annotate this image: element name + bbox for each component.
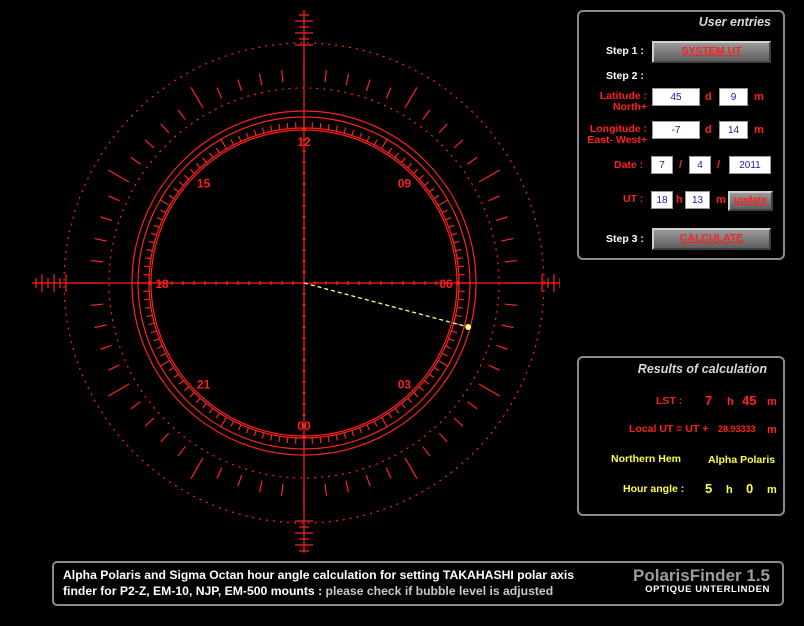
inner-tick <box>157 346 162 348</box>
lon-min-unit: m <box>754 124 764 136</box>
system-ut-button[interactable]: SYSTEM UT <box>652 41 771 63</box>
hour-label: 18 <box>155 277 169 291</box>
inner-tick <box>352 130 354 136</box>
inner-tick <box>231 421 234 426</box>
dial-tick <box>405 458 417 479</box>
dial-tick <box>91 304 103 305</box>
update-button[interactable]: update <box>728 191 773 211</box>
app-brand: PolarisFinder 1.5 <box>633 566 770 585</box>
local-ut-value: 28.93333 <box>718 424 756 434</box>
footer-line-2: finder for P2-Z, EM-10, NJP, EM-500 mounts : please check if bubble level is adjusted <box>63 584 554 598</box>
dial-tick <box>454 140 463 148</box>
lst-m-unit: m <box>767 396 777 408</box>
inner-tick <box>160 200 170 206</box>
dial-tick <box>91 261 103 262</box>
info-footer <box>52 561 784 606</box>
inner-tick <box>254 130 256 136</box>
inner-tick <box>374 421 377 426</box>
hour-label: 12 <box>297 135 311 149</box>
inner-tick <box>388 413 391 418</box>
inner-tick <box>151 331 157 333</box>
inner-tick <box>279 124 280 130</box>
inner-tick <box>147 315 153 316</box>
inner-tick <box>367 136 369 141</box>
dial-tick <box>467 157 477 164</box>
inner-tick <box>458 266 464 267</box>
inner-tick <box>161 353 166 356</box>
latitude-degrees-input[interactable]: 45 <box>652 88 700 106</box>
latitude-label: Latitude : North+ <box>599 90 647 113</box>
dial-tick <box>131 402 141 409</box>
dial-tick <box>100 217 111 221</box>
ha-h-unit: h <box>726 484 733 496</box>
inner-tick <box>344 127 346 133</box>
inner-tick <box>157 218 162 220</box>
inner-tick <box>287 123 288 129</box>
dial-tick <box>489 365 500 370</box>
inner-tick <box>161 210 166 213</box>
results-panel <box>577 356 785 516</box>
dial-tick <box>346 74 348 86</box>
ut-label: UT : <box>623 193 644 205</box>
lst-hours: 7 <box>705 393 713 408</box>
inner-tick <box>287 437 288 443</box>
inner-tick <box>190 393 194 397</box>
inner-tick <box>446 218 451 220</box>
inner-tick <box>271 435 272 441</box>
inner-tick <box>408 163 412 167</box>
inner-tick <box>262 433 264 439</box>
inner-tick <box>367 425 369 430</box>
lon-deg-unit: d <box>705 124 712 136</box>
inner-tick <box>144 299 150 300</box>
dial-tick <box>386 88 391 99</box>
inner-tick <box>154 339 160 341</box>
ha-m-unit: m <box>767 484 777 496</box>
dial-tick <box>217 468 222 479</box>
latitude-minutes-input[interactable]: 9 <box>719 88 748 106</box>
ut-minutes-input[interactable]: 13 <box>685 191 710 209</box>
dial-tick <box>95 239 107 241</box>
date-day-input[interactable]: 7 <box>651 156 673 174</box>
date-sep-2: / <box>717 159 721 171</box>
dial-tick <box>346 481 348 493</box>
inner-tick <box>414 393 418 397</box>
date-label: Date : <box>614 159 644 171</box>
lat-deg-unit: d <box>705 91 712 103</box>
inner-tick <box>456 250 462 251</box>
dial-tick <box>479 170 500 182</box>
hemisphere-label: Northern Hem <box>611 453 682 465</box>
dial-tick <box>366 79 370 90</box>
local-ut-unit: m <box>767 424 777 436</box>
inner-tick <box>151 233 157 235</box>
dial-tick <box>260 481 262 493</box>
dial-tick <box>238 79 242 90</box>
inner-tick <box>262 127 264 133</box>
inner-tick <box>179 182 184 186</box>
dial-tick <box>282 70 283 82</box>
inner-tick <box>424 381 429 385</box>
calculate-button[interactable]: CALCULATE <box>652 228 771 250</box>
inner-tick <box>429 188 434 192</box>
ut-h-unit: h <box>676 194 683 206</box>
step3-label: Step 3 : <box>606 233 644 245</box>
inner-tick <box>454 241 460 243</box>
inner-tick <box>442 210 447 213</box>
step2-label: Step 2 : <box>606 70 644 82</box>
date-month-input[interactable]: 4 <box>689 156 711 174</box>
star-name: Alpha Polaris <box>708 454 776 466</box>
dial-tick <box>191 87 203 108</box>
inner-tick <box>148 241 154 243</box>
bubble-level-warning: please check if bubble level is adjusted <box>325 584 554 598</box>
inner-tick <box>434 195 439 198</box>
hour-label: 03 <box>397 377 412 392</box>
polaris-marker <box>465 324 471 330</box>
ut-m-unit: m <box>716 194 726 206</box>
dial-tick <box>109 365 120 370</box>
dial-tick <box>178 446 185 456</box>
dial-tick <box>423 110 430 120</box>
dial-tick <box>454 418 463 426</box>
dial-tick <box>109 196 120 201</box>
lat-min-unit: m <box>754 91 764 103</box>
dial-tick <box>405 87 417 108</box>
inner-tick <box>279 436 280 442</box>
dial-tick <box>217 88 222 99</box>
inner-tick <box>145 307 151 308</box>
date-year-input[interactable]: 2011 <box>729 156 771 174</box>
lst-h-unit: h <box>727 396 734 408</box>
inner-tick <box>239 425 241 430</box>
inner-tick <box>419 175 423 179</box>
inner-tick <box>419 387 423 391</box>
inner-tick <box>382 417 388 427</box>
hour-angle-minutes: 0 <box>746 481 754 496</box>
inner-tick <box>388 148 391 153</box>
inner-tick <box>402 403 406 408</box>
inner-tick <box>196 163 200 167</box>
inner-tick <box>216 413 219 418</box>
dial-tick <box>282 484 283 496</box>
inner-tick <box>395 153 399 158</box>
inner-tick <box>395 408 399 413</box>
step1-label: Step 1 : <box>606 45 644 57</box>
inner-tick <box>203 158 207 163</box>
dial-tick <box>496 217 507 221</box>
inner-tick <box>216 148 219 153</box>
inner-tick <box>352 430 354 436</box>
inner-tick <box>414 169 418 173</box>
inner-tick <box>174 374 179 378</box>
dial-tick <box>505 304 517 305</box>
inner-tick <box>424 182 429 186</box>
user-entries-panel <box>577 10 785 260</box>
footer-line-1: Alpha Polaris and Sigma Octan hour angle calculation for setting TAKAHASHI polar axis <box>63 568 575 582</box>
inner-tick <box>160 361 170 367</box>
hour-label: 00 <box>297 419 311 433</box>
inner-tick <box>438 361 448 367</box>
dial-tick <box>238 475 242 486</box>
inner-tick <box>374 140 377 145</box>
dial-tick <box>95 325 107 327</box>
inner-tick <box>209 408 213 413</box>
dial-tick <box>386 468 391 479</box>
inner-tick <box>221 139 227 149</box>
lst-label: LST : <box>656 395 683 407</box>
inner-tick <box>449 225 455 227</box>
inner-tick <box>203 403 207 408</box>
inner-tick <box>451 331 457 333</box>
inner-tick <box>174 188 179 192</box>
results-title: Results of calculation <box>637 362 767 376</box>
inner-tick <box>169 195 174 198</box>
inner-tick <box>254 430 256 436</box>
inner-tick <box>360 133 362 139</box>
inner-tick <box>147 250 153 251</box>
dial-tick <box>100 345 111 349</box>
lst-minutes: 45 <box>742 393 757 408</box>
hour-angle-hours: 5 <box>705 481 713 496</box>
inner-tick <box>336 435 337 441</box>
inner-tick <box>336 126 337 132</box>
hour-label: 06 <box>439 277 453 291</box>
inner-tick <box>239 136 241 141</box>
dial-tick <box>145 418 154 426</box>
inner-tick <box>190 169 194 173</box>
hour-label: 21 <box>196 377 211 392</box>
inner-tick <box>154 225 160 227</box>
inner-tick <box>360 428 362 434</box>
inner-tick <box>145 258 151 259</box>
app-brand-subtitle: OPTIQUE UNTERLINDEN <box>645 584 770 595</box>
dial-tick <box>502 239 514 241</box>
longitude-minutes-input[interactable]: 14 <box>719 121 748 139</box>
inner-tick <box>231 140 234 145</box>
inner-tick <box>438 200 448 206</box>
inner-tick <box>169 367 174 370</box>
inner-tick <box>442 353 447 356</box>
inner-tick <box>209 153 213 158</box>
inner-tick <box>320 123 321 129</box>
dial-tick <box>145 140 154 148</box>
dial-tick <box>467 402 477 409</box>
inner-tick <box>328 436 329 442</box>
inner-tick <box>446 346 451 348</box>
inner-tick <box>246 133 248 139</box>
inner-tick <box>449 339 455 341</box>
user-entries-title: User entries <box>698 15 771 29</box>
dial-tick <box>502 325 514 327</box>
hour-label: 09 <box>397 176 412 191</box>
inner-tick <box>457 307 463 308</box>
dial-tick <box>161 433 169 442</box>
dial-tick <box>131 157 141 164</box>
inner-tick <box>144 266 150 267</box>
dial-tick <box>423 446 430 456</box>
inner-tick <box>429 374 434 378</box>
local-ut-label: Local UT = UT + <box>629 423 709 435</box>
inner-tick <box>408 398 412 402</box>
ut-hours-input[interactable]: 18 <box>651 191 673 209</box>
date-sep-1: / <box>679 159 683 171</box>
inner-tick <box>434 367 439 370</box>
dial-tick <box>496 345 507 349</box>
inner-tick <box>456 315 462 316</box>
inner-tick <box>184 175 188 179</box>
dial-tick <box>178 110 185 120</box>
inner-tick <box>196 398 200 402</box>
inner-tick <box>271 126 272 132</box>
inner-tick <box>320 437 321 443</box>
dial-tick <box>161 124 169 133</box>
dial-tick <box>108 384 129 396</box>
dial-tick <box>191 458 203 479</box>
dial-tick <box>439 433 447 442</box>
inner-tick <box>402 158 406 163</box>
dial-tick <box>108 170 129 182</box>
hour-angle-label: Hour angle : <box>623 483 685 495</box>
dial-tick <box>325 484 326 496</box>
inner-tick <box>328 124 329 130</box>
dial-tick <box>325 70 326 82</box>
inner-tick <box>184 387 188 391</box>
inner-tick <box>458 299 464 300</box>
dial-tick <box>260 74 262 86</box>
inner-tick <box>457 258 463 259</box>
dial-tick <box>366 475 370 486</box>
inner-tick <box>344 433 346 439</box>
dial-tick <box>439 124 447 133</box>
dial-tick <box>505 261 517 262</box>
dial-tick <box>479 384 500 396</box>
inner-tick <box>148 323 154 325</box>
inner-tick <box>382 139 388 149</box>
dial-tick <box>489 196 500 201</box>
inner-tick <box>246 428 248 434</box>
inner-tick <box>451 233 457 235</box>
inner-tick <box>221 417 227 427</box>
inner-tick <box>179 381 184 385</box>
longitude-label: Longitude : East- West+ <box>587 123 647 146</box>
hour-label: 15 <box>196 176 211 191</box>
longitude-degrees-input[interactable]: -7 <box>652 121 700 139</box>
